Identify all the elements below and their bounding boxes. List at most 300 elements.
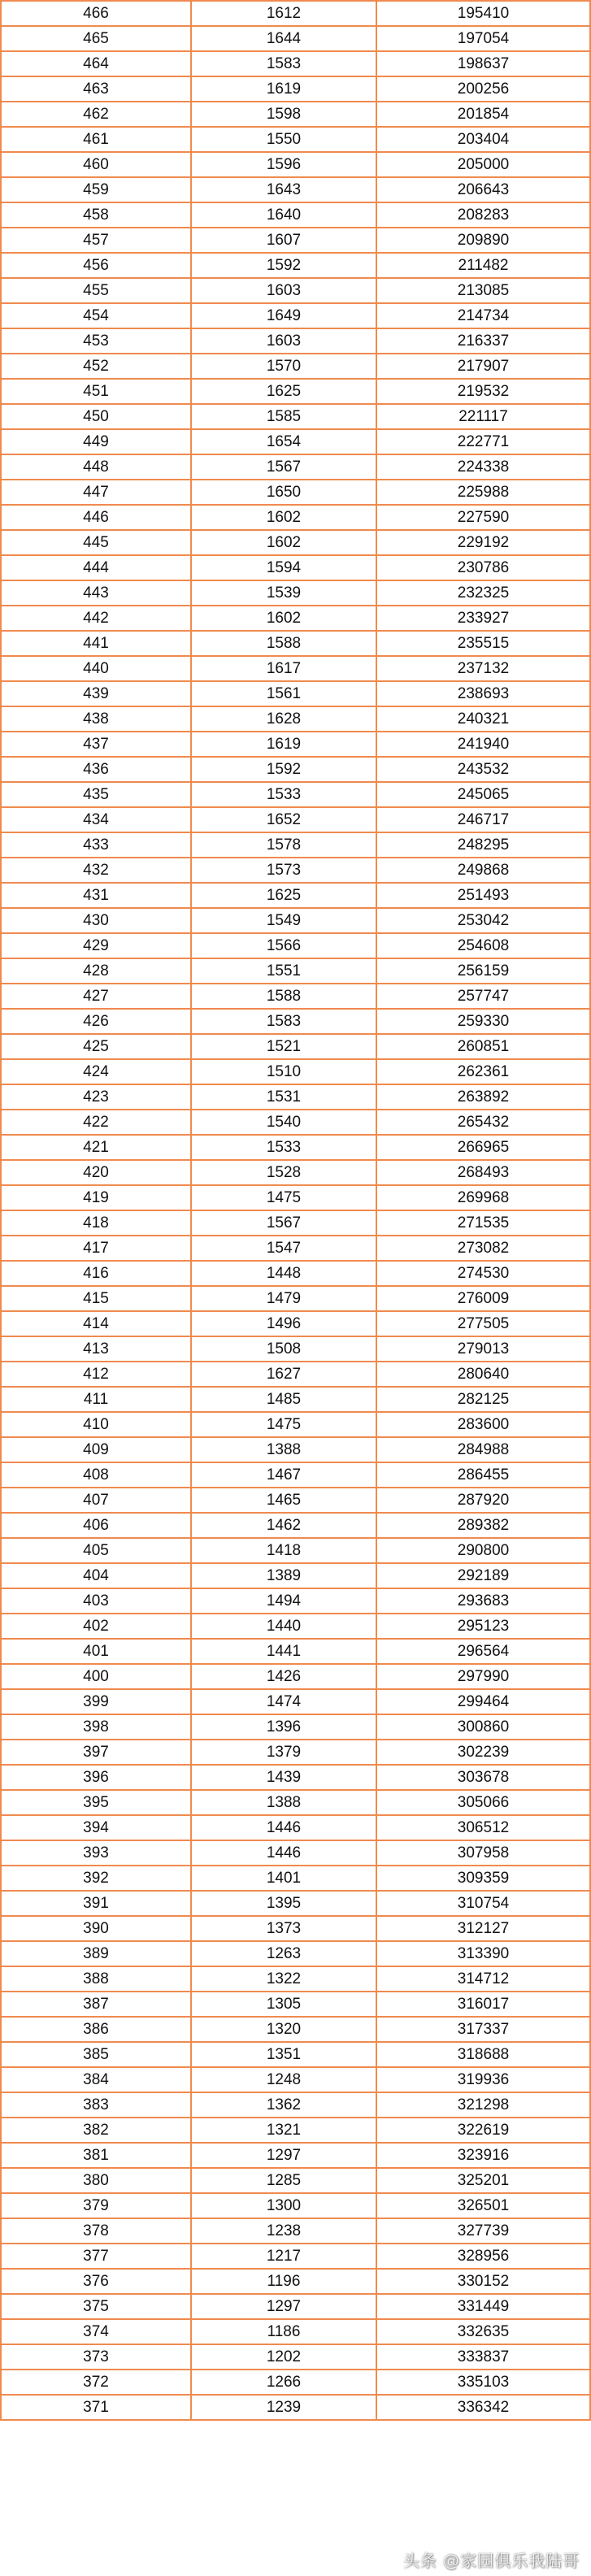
cumulative-cell: 198637 [376,51,590,76]
table-row [1,1588,590,1614]
cumulative-cell: 271535 [376,1210,590,1236]
score-cell: 405 [1,1538,191,1563]
table-row [1,1966,590,1992]
cumulative-cell: 262361 [376,1059,590,1084]
table-row [1,505,590,530]
count-cell: 1401 [191,1866,376,1891]
table-row [1,51,590,76]
count-cell: 1566 [191,933,376,958]
table-row [1,656,590,681]
cumulative-cell: 326501 [376,2193,590,2218]
score-cell: 411 [1,1387,191,1412]
cumulative-cell: 325201 [376,2168,590,2193]
count-cell: 1396 [191,1714,376,1740]
count-cell: 1649 [191,303,376,328]
table-row [1,1084,590,1110]
count-cell: 1654 [191,429,376,454]
score-cell: 374 [1,2319,191,2344]
score-cell: 436 [1,757,191,782]
score-cell: 416 [1,1261,191,1286]
score-cell: 432 [1,858,191,883]
score-cell: 392 [1,1866,191,1891]
cumulative-cell: 227590 [376,505,590,530]
score-cell: 440 [1,656,191,681]
count-cell: 1628 [191,706,376,732]
score-cell: 461 [1,127,191,152]
count-cell: 1644 [191,26,376,51]
count-cell: 1418 [191,1538,376,1563]
count-cell: 1540 [191,1110,376,1135]
count-cell: 1508 [191,1336,376,1362]
cumulative-cell: 318688 [376,2042,590,2067]
count-cell: 1305 [191,1992,376,2017]
table-row [1,1891,590,1916]
count-cell: 1531 [191,1084,376,1110]
cumulative-cell: 295123 [376,1614,590,1639]
count-cell: 1598 [191,102,376,127]
cumulative-cell: 284988 [376,1437,590,1462]
cumulative-cell: 279013 [376,1336,590,1362]
table-row [1,1714,590,1740]
cumulative-cell: 256159 [376,958,590,984]
table-row [1,354,590,379]
score-cell: 418 [1,1210,191,1236]
count-cell: 1248 [191,2067,376,2092]
count-cell: 1321 [191,2118,376,2143]
table-row [1,555,590,580]
count-cell: 1627 [191,1362,376,1387]
count-cell: 1238 [191,2218,376,2244]
cumulative-cell: 277505 [376,1311,590,1336]
table-row [1,2017,590,2042]
count-cell: 1388 [191,1437,376,1462]
count-cell: 1465 [191,1488,376,1513]
cumulative-cell: 316017 [376,1992,590,2017]
cumulative-cell: 299464 [376,1689,590,1714]
cumulative-cell: 273082 [376,1236,590,1261]
score-cell: 448 [1,454,191,480]
table-body [1,1,590,2420]
score-cell: 430 [1,908,191,933]
score-cell: 426 [1,1009,191,1034]
table-row [1,858,590,883]
score-cell: 457 [1,228,191,253]
table-row [1,580,590,606]
table-row [1,202,590,228]
cumulative-cell: 310754 [376,1891,590,1916]
cumulative-cell: 317337 [376,2017,590,2042]
cumulative-cell: 287920 [376,1488,590,1513]
count-cell: 1510 [191,1059,376,1084]
table-row [1,2344,590,2370]
score-cell: 435 [1,782,191,807]
count-cell: 1602 [191,530,376,555]
table-row [1,1286,590,1311]
cumulative-cell: 333837 [376,2344,590,2370]
score-cell: 458 [1,202,191,228]
count-cell: 1533 [191,1135,376,1160]
count-cell: 1533 [191,782,376,807]
cumulative-cell: 300860 [376,1714,590,1740]
table-row [1,2042,590,2067]
cumulative-cell: 313390 [376,1941,590,1966]
table-row [1,1840,590,1866]
score-cell: 422 [1,1110,191,1135]
table-row [1,1941,590,1966]
score-cell: 395 [1,1790,191,1815]
count-cell: 1202 [191,2344,376,2370]
score-cell: 414 [1,1311,191,1336]
table-row [1,1236,590,1261]
score-cell: 459 [1,177,191,202]
count-cell: 1583 [191,1009,376,1034]
score-cell: 449 [1,429,191,454]
cumulative-cell: 302239 [376,1740,590,1765]
count-cell: 1578 [191,832,376,858]
score-cell: 400 [1,1664,191,1689]
count-cell: 1550 [191,127,376,152]
count-cell: 1602 [191,505,376,530]
table-row [1,1,590,26]
table-row [1,958,590,984]
table-row [1,1059,590,1084]
count-cell: 1475 [191,1185,376,1210]
table-row [1,2118,590,2143]
cumulative-cell: 230786 [376,555,590,580]
count-cell: 1389 [191,1563,376,1588]
count-cell: 1446 [191,1840,376,1866]
table-row [1,278,590,303]
score-cell: 408 [1,1462,191,1488]
cumulative-cell: 266965 [376,1135,590,1160]
cumulative-cell: 238693 [376,681,590,706]
cumulative-cell: 312127 [376,1916,590,1941]
table-row [1,127,590,152]
cumulative-cell: 319936 [376,2067,590,2092]
count-cell: 1521 [191,1034,376,1059]
count-cell: 1603 [191,278,376,303]
cumulative-cell: 254608 [376,933,590,958]
table-row [1,1135,590,1160]
table-row [1,1513,590,1538]
table-row [1,26,590,51]
score-cell: 424 [1,1059,191,1084]
score-cell: 375 [1,2294,191,2319]
count-cell: 1395 [191,1891,376,1916]
score-cell: 415 [1,1286,191,1311]
count-cell: 1588 [191,631,376,656]
count-cell: 1485 [191,1387,376,1412]
score-cell: 455 [1,278,191,303]
table-row [1,1336,590,1362]
table-row [1,2092,590,2118]
count-cell: 1441 [191,1639,376,1664]
score-cell: 403 [1,1588,191,1614]
count-cell: 1266 [191,2370,376,2395]
table-row [1,1538,590,1563]
cumulative-cell: 260851 [376,1034,590,1059]
table-row [1,2319,590,2344]
cumulative-cell: 222771 [376,429,590,454]
score-cell: 451 [1,379,191,404]
count-cell: 1592 [191,757,376,782]
count-cell: 1547 [191,1236,376,1261]
cumulative-cell: 232325 [376,580,590,606]
cumulative-cell: 209890 [376,228,590,253]
table-row [1,152,590,177]
score-cell: 419 [1,1185,191,1210]
count-cell: 1440 [191,1614,376,1639]
table-row [1,1815,590,1840]
score-cell: 453 [1,328,191,354]
count-cell: 1561 [191,681,376,706]
cumulative-cell: 309359 [376,1866,590,1891]
score-cell: 420 [1,1160,191,1185]
count-cell: 1196 [191,2269,376,2294]
table-row [1,303,590,328]
table-row [1,1387,590,1412]
cumulative-cell: 205000 [376,152,590,177]
cumulative-cell: 307958 [376,1840,590,1866]
score-cell: 446 [1,505,191,530]
table-row [1,883,590,908]
score-cell: 445 [1,530,191,555]
count-cell: 1426 [191,1664,376,1689]
score-cell: 438 [1,706,191,732]
count-cell: 1300 [191,2193,376,2218]
cumulative-cell: 263892 [376,1084,590,1110]
count-cell: 1567 [191,454,376,480]
count-cell: 1583 [191,51,376,76]
score-cell: 381 [1,2143,191,2168]
cumulative-cell: 327739 [376,2218,590,2244]
cumulative-cell: 290800 [376,1538,590,1563]
table-row [1,1185,590,1210]
cumulative-cell: 217907 [376,354,590,379]
score-cell: 389 [1,1941,191,1966]
count-cell: 1549 [191,908,376,933]
count-cell: 1650 [191,480,376,505]
table-row [1,1009,590,1034]
table-row [1,631,590,656]
cumulative-cell: 314712 [376,1966,590,1992]
cumulative-cell: 274530 [376,1261,590,1286]
table-row [1,1110,590,1135]
score-cell: 390 [1,1916,191,1941]
count-cell: 1297 [191,2294,376,2319]
count-cell: 1588 [191,984,376,1009]
score-cell: 386 [1,2017,191,2042]
count-cell: 1462 [191,1513,376,1538]
score-cell: 384 [1,2067,191,2092]
count-cell: 1612 [191,1,376,26]
table-row [1,1261,590,1286]
count-cell: 1607 [191,228,376,253]
cumulative-cell: 245065 [376,782,590,807]
count-cell: 1448 [191,1261,376,1286]
cumulative-cell: 211482 [376,253,590,278]
cumulative-cell: 229192 [376,530,590,555]
table-row [1,606,590,631]
score-cell: 439 [1,681,191,706]
count-cell: 1551 [191,958,376,984]
score-cell: 417 [1,1236,191,1261]
score-cell: 371 [1,2395,191,2420]
cumulative-cell: 268493 [376,1160,590,1185]
table-row [1,1437,590,1462]
count-cell: 1640 [191,202,376,228]
cumulative-cell: 240321 [376,706,590,732]
count-cell: 1573 [191,858,376,883]
table-row [1,480,590,505]
score-cell: 378 [1,2218,191,2244]
score-cell: 423 [1,1084,191,1110]
score-cell: 402 [1,1614,191,1639]
cumulative-cell: 293683 [376,1588,590,1614]
table-row [1,2269,590,2294]
count-cell: 1322 [191,1966,376,1992]
cumulative-cell: 203404 [376,127,590,152]
cumulative-cell: 195410 [376,1,590,26]
table-row [1,1462,590,1488]
cumulative-cell: 235515 [376,631,590,656]
score-cell: 450 [1,404,191,429]
table-row [1,1362,590,1387]
cumulative-cell: 296564 [376,1639,590,1664]
cumulative-cell: 286455 [376,1462,590,1488]
table-row [1,1034,590,1059]
cumulative-cell: 322619 [376,2118,590,2143]
count-cell: 1592 [191,253,376,278]
score-cell: 372 [1,2370,191,2395]
table-row [1,1765,590,1790]
score-cell: 463 [1,76,191,102]
table-row [1,379,590,404]
score-cell: 444 [1,555,191,580]
table-row [1,2218,590,2244]
count-cell: 1439 [191,1765,376,1790]
cumulative-cell: 332635 [376,2319,590,2344]
table-row [1,2370,590,2395]
table-row [1,1614,590,1639]
score-cell: 379 [1,2193,191,2218]
table-row [1,404,590,429]
score-cell: 462 [1,102,191,127]
score-cell: 431 [1,883,191,908]
score-cell: 406 [1,1513,191,1538]
cumulative-cell: 237132 [376,656,590,681]
cumulative-cell: 208283 [376,202,590,228]
score-cell: 429 [1,933,191,958]
score-cell: 428 [1,958,191,984]
cumulative-cell: 251493 [376,883,590,908]
score-cell: 397 [1,1740,191,1765]
cumulative-cell: 225988 [376,480,590,505]
table-row [1,1992,590,2017]
table-row [1,1488,590,1513]
count-cell: 1446 [191,1815,376,1840]
cumulative-cell: 306512 [376,1815,590,1840]
count-cell: 1474 [191,1689,376,1714]
count-cell: 1494 [191,1588,376,1614]
count-cell: 1496 [191,1311,376,1336]
count-cell: 1585 [191,404,376,429]
table-row [1,2143,590,2168]
table-row [1,177,590,202]
score-cell: 401 [1,1639,191,1664]
count-cell: 1617 [191,656,376,681]
count-cell: 1320 [191,2017,376,2042]
cumulative-cell: 331449 [376,2294,590,2319]
score-cell: 452 [1,354,191,379]
cumulative-cell: 282125 [376,1387,590,1412]
count-cell: 1351 [191,2042,376,2067]
table-row [1,1412,590,1437]
table-row [1,1210,590,1236]
cumulative-cell: 241940 [376,732,590,757]
score-cell: 434 [1,807,191,832]
cumulative-cell: 243532 [376,757,590,782]
score-cell: 382 [1,2118,191,2143]
cumulative-cell: 221117 [376,404,590,429]
table-row [1,1916,590,1941]
table-row [1,681,590,706]
score-cell: 394 [1,1815,191,1840]
cumulative-cell: 335103 [376,2370,590,2395]
cumulative-cell: 249868 [376,858,590,883]
table-row [1,1311,590,1336]
table-row [1,807,590,832]
cumulative-cell: 265432 [376,1110,590,1135]
table-row [1,2294,590,2319]
score-cell: 442 [1,606,191,631]
table-row [1,2395,590,2420]
score-cell: 399 [1,1689,191,1714]
score-cell: 466 [1,1,191,26]
table-row [1,2067,590,2092]
cumulative-cell: 336342 [376,2395,590,2420]
count-cell: 1643 [191,177,376,202]
score-cell: 413 [1,1336,191,1362]
count-cell: 1362 [191,2092,376,2118]
cumulative-cell: 292189 [376,1563,590,1588]
score-cell: 391 [1,1891,191,1916]
count-cell: 1285 [191,2168,376,2193]
score-cell: 387 [1,1992,191,2017]
table-row [1,782,590,807]
table-row [1,2244,590,2269]
table-row [1,832,590,858]
score-cell: 456 [1,253,191,278]
cumulative-cell: 201854 [376,102,590,127]
count-cell: 1373 [191,1916,376,1941]
count-cell: 1596 [191,152,376,177]
score-cell: 383 [1,2092,191,2118]
cumulative-cell: 197054 [376,26,590,51]
score-cell: 407 [1,1488,191,1513]
table-row [1,530,590,555]
score-cell: 409 [1,1437,191,1462]
cumulative-cell: 330152 [376,2269,590,2294]
cumulative-cell: 276009 [376,1286,590,1311]
score-cell: 421 [1,1135,191,1160]
count-cell: 1388 [191,1790,376,1815]
count-cell: 1186 [191,2319,376,2344]
table-row [1,933,590,958]
table-row [1,732,590,757]
score-cell: 425 [1,1034,191,1059]
count-cell: 1539 [191,580,376,606]
